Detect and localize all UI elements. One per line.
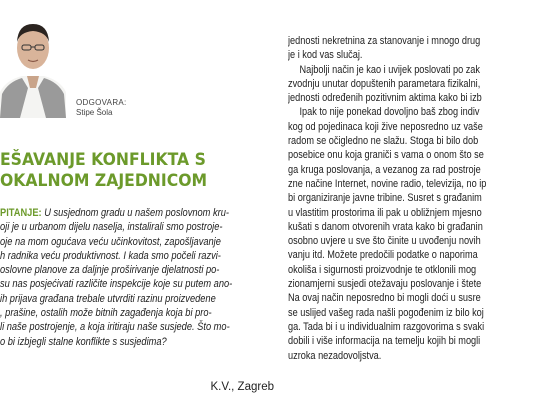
question-line: su nas posjećivati različite inspekcije koje su putem ano- [0,278,233,291]
answer-line: okoliša i sigurnosti proizvodnje te otklonili mog [288,263,477,276]
answer-line: u vlastitim prostorima ili pak u obližnjem mjesno [288,206,482,219]
question-line: h radnika veću produktivnost. I kada smo počeli razvi- [0,249,221,262]
answer-line: Ipak to nije ponekad dovoljno baš zbog indiv [299,106,480,119]
answer-line: uzroka nezadovoljstva. [288,349,382,362]
answer-line: zvodnju unutar dopuštenih parametara fizikalni, [288,77,481,90]
question-line: oslovne planove za daljnje proširivanje djelatnosti po- [0,264,220,277]
answer-line: se uslijed vašeg rada našli pogođenim iz bilo koj [288,306,484,319]
right-column [288,0,550,420]
answer-line: zionamjerni susjedi otežavaju poslovanje i štete [288,278,482,291]
answer-line: jednosti nekretnina za stanovanje i mnogo drug [288,35,481,47]
answer-line: kog od pojedinaca koji žive neposredno uz vaše [288,120,483,133]
question-line: li naše postrojenje, a koja iritiraju naše susjede. Što mo- [0,321,230,334]
answer-line: ga. Tada bi i u individualnim razgovorima s svaki [288,320,485,333]
answer-line: ga kruga poslovanja, a vezanog za rad postroje [288,163,481,176]
author-label: ODGOVARA: [76,98,127,107]
question-signature: K.V., Zagreb [210,381,274,393]
question-line: oje na mom ogućava veću učinkovitost, zapošljavanje [0,235,221,248]
answer-line: zne načine Internet, novine radio, televizija, no ip [288,177,487,190]
answer-line: posebice onu koja graniči s vama o onom što se [288,149,484,162]
reader-question [0,206,282,349]
answer-line: osobno uvjere u sve što činite u uvođenju novih [288,235,481,248]
answer-line: vanju itd. Možete predočili podatke o naporima [288,249,478,262]
answer-line: kušati s danom otvorenih vrata kako bi građanin [288,220,483,233]
answer-line: dobili i više informacija na temelju kojih bi mogli [288,335,481,348]
question-line: ih prijava građana trebale utvrditi razinu proizvedene [0,292,216,305]
answer-line: bi organiziranje javne tribine. Susret s građanim [288,192,482,205]
question-label: PITANJE: [0,207,42,219]
answer-line: je i kod vas slučaj. [288,49,363,62]
headline-line: EŠAVANJE KONFLIKTA S [0,150,206,170]
answer-line: radom se očigledno ne slažu. Stoga bi bilo dob [288,135,479,148]
question-line: , prašine, ostalih može bitnih zagađenja koja bi pro- [0,307,212,320]
question-line: oji je u urbanom dijelu naselja, instalirali smo postroje- [0,221,223,234]
author-photo [0,6,66,118]
answer-line: Najbolji način je kao i uvijek poslovati po zak [299,63,480,76]
question-line [0,206,234,220]
question-line: o bi izbjegli stalne konflikte s susjedima? [0,335,167,348]
author-portrait-image [0,6,66,118]
answer-line: jednosti određenih pozitivnim aktima kako bi izb [288,92,482,105]
author-name: Stipe Šola [76,108,113,117]
question-first-line: U susjednom gradu u našem poslovnom kru- [41,207,229,219]
answer-text [288,34,550,363]
article-headline [0,150,282,192]
headline-line: OKALNOM ZAJEDNICOM [0,171,208,191]
answer-line: Na ovaj način neposredno bi mogli doći u susre [288,292,481,305]
